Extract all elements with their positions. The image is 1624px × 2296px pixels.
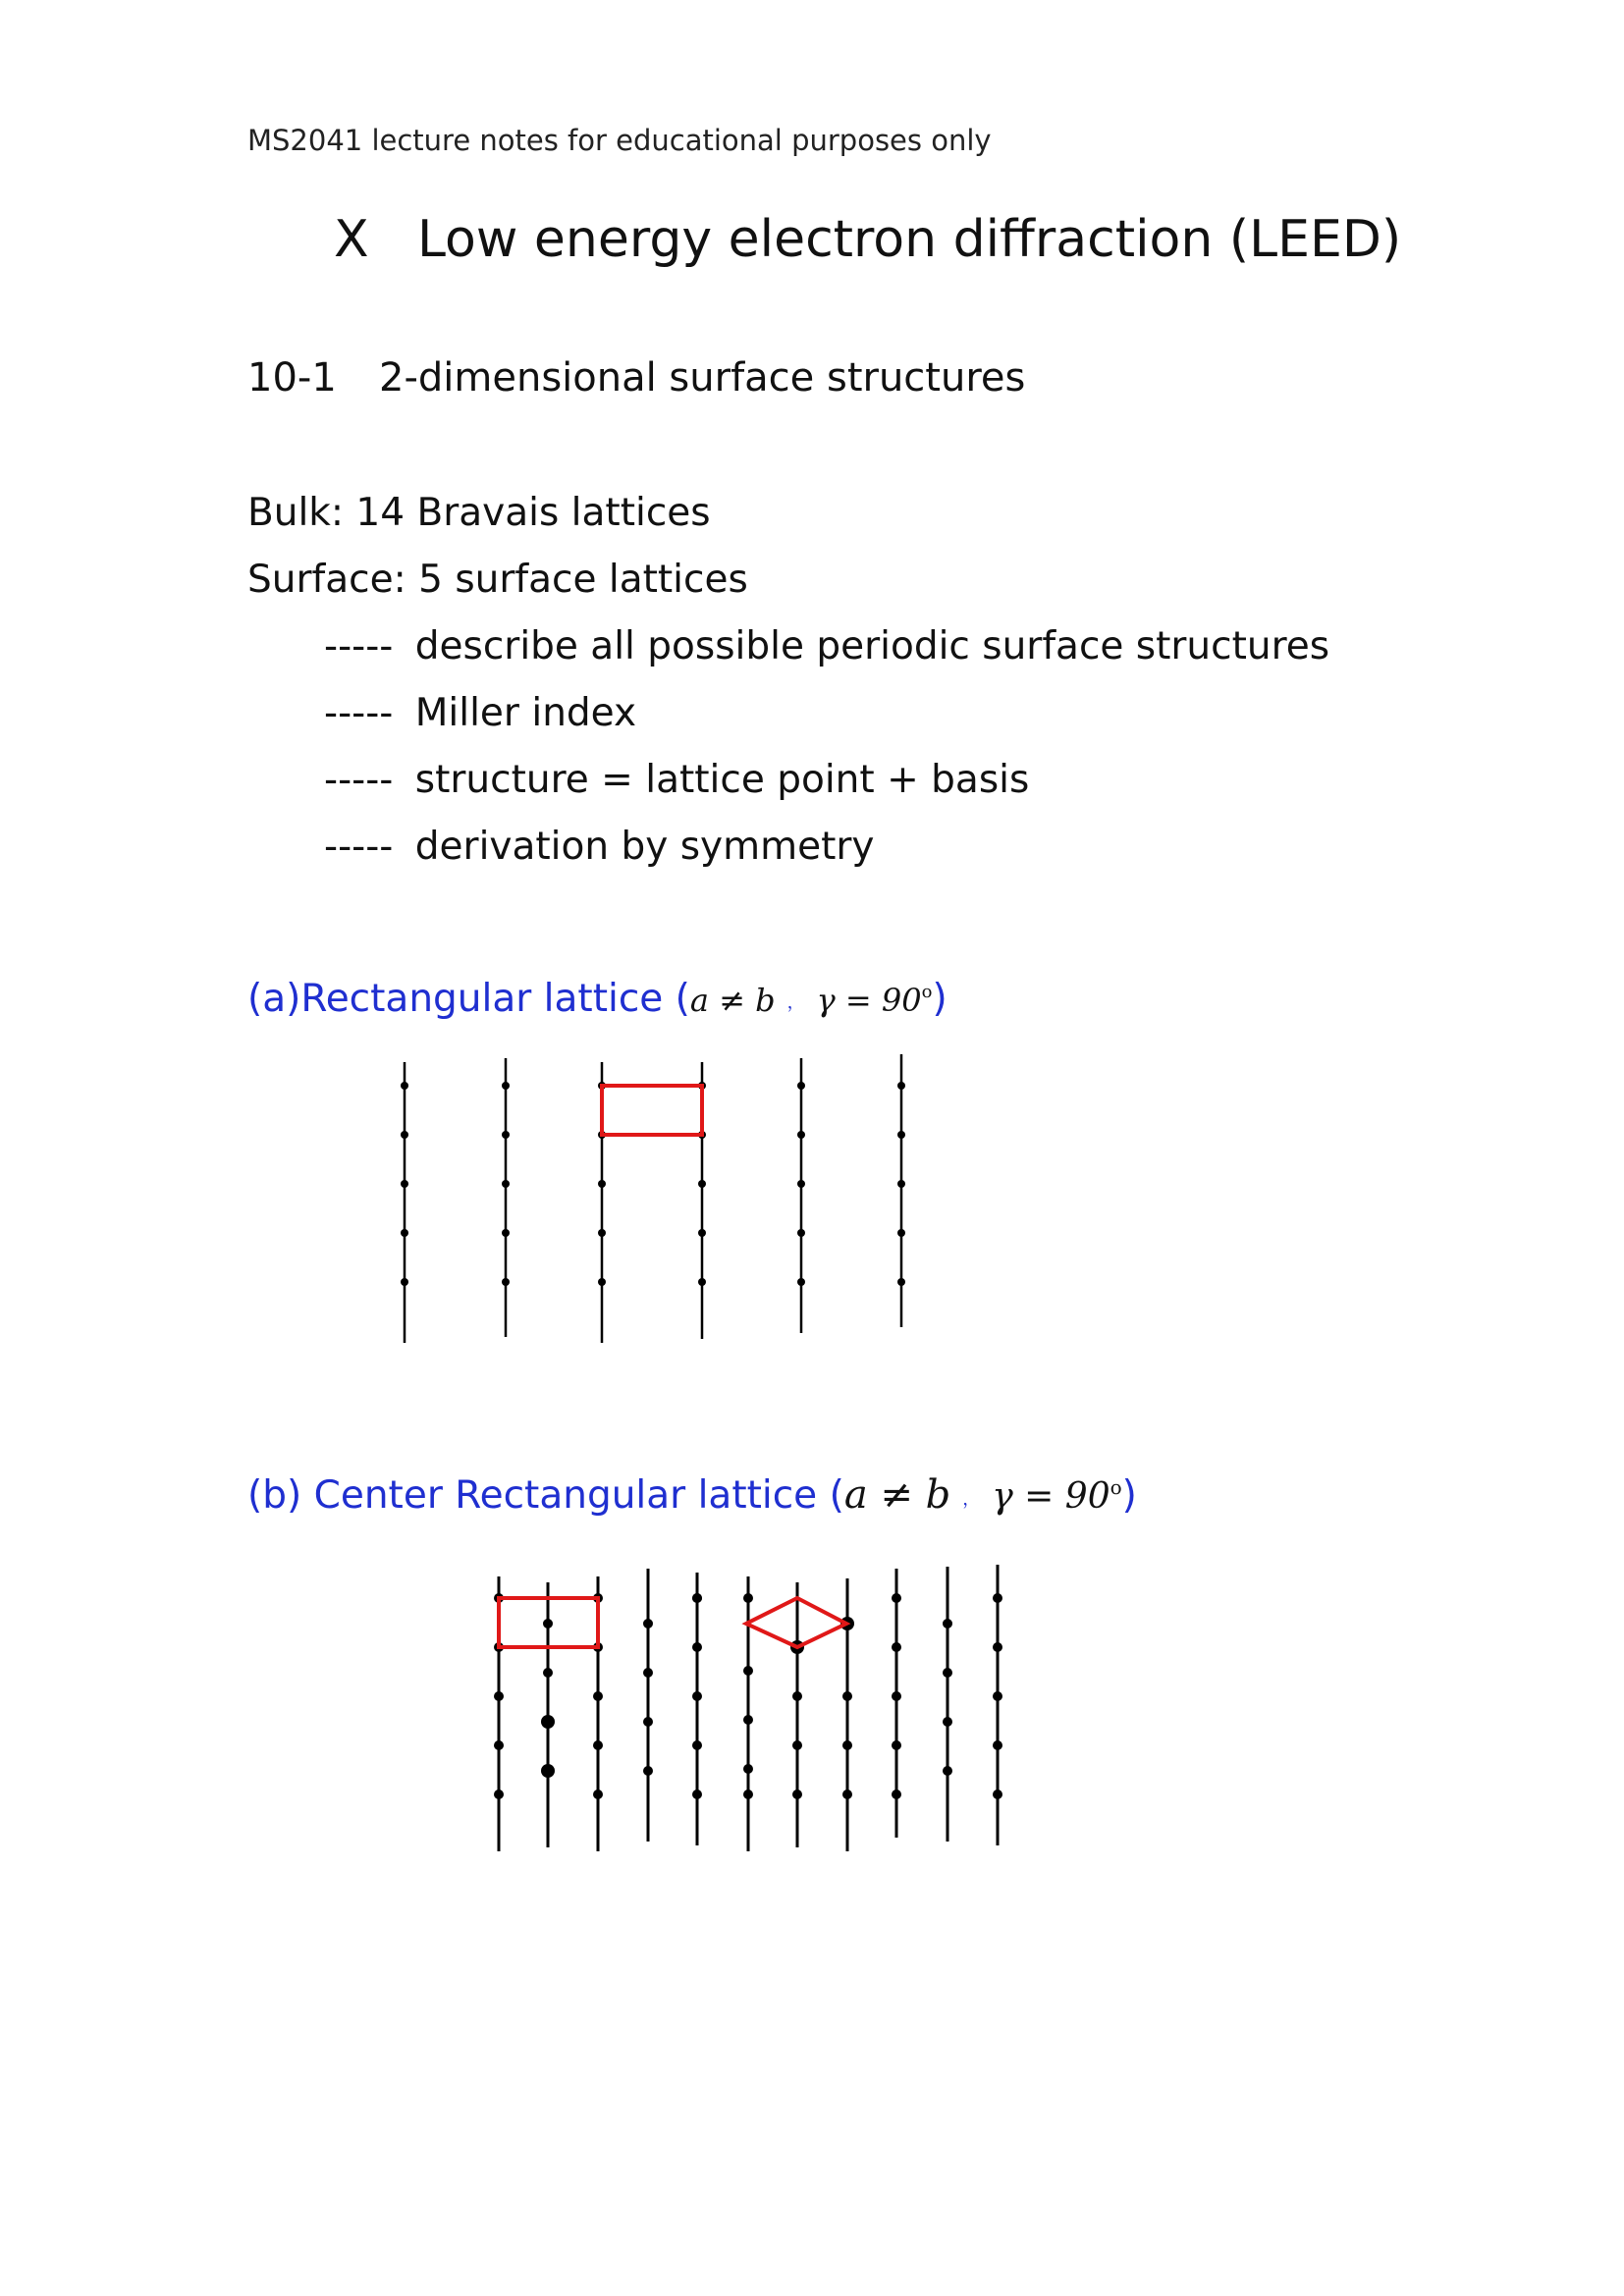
bullet-item [324, 624, 1329, 668]
lattice-point [494, 1691, 504, 1701]
figure-b-degree: o [1110, 1475, 1122, 1499]
bullet-dash: ----- [324, 624, 394, 668]
figure-b-label: (b) [247, 1473, 302, 1518]
lattice-point [897, 1131, 905, 1139]
lattice-point [892, 1740, 901, 1750]
lattice-point [698, 1278, 706, 1286]
lattice-point [792, 1691, 802, 1701]
figure-a-sep: ， [786, 991, 805, 1013]
lattice-point [943, 1619, 952, 1629]
bullet-item [324, 691, 636, 735]
bullet-text: derivation by symmetry [414, 825, 875, 869]
conventional-cell-rectangle [499, 1598, 598, 1647]
lattice-point [797, 1180, 805, 1188]
surface-line: Surface: 5 surface lattices [247, 558, 748, 602]
figure-a-cond1: a ≠ b [689, 982, 776, 1019]
lattice-point [797, 1082, 805, 1090]
lattice-point [842, 1789, 852, 1799]
lattice-point [897, 1278, 905, 1286]
figure-b-close-paren: ) [1121, 1473, 1137, 1518]
lattice-point [743, 1764, 753, 1774]
lattice-point [643, 1619, 653, 1629]
lattice-point [643, 1717, 653, 1727]
lattice-point [943, 1766, 952, 1776]
bullet-dash: ----- [324, 825, 394, 869]
lattice-point [502, 1180, 510, 1188]
bullet-dash: ----- [324, 691, 394, 735]
lattice-point [842, 1691, 852, 1701]
figure-a-close-paren: ) [932, 977, 947, 1021]
lattice-point [593, 1740, 603, 1750]
bullet-item [324, 825, 875, 869]
lattice-point [797, 1278, 805, 1286]
lattice-point [993, 1740, 1002, 1750]
lattice-point [401, 1229, 408, 1237]
bullet-dash: ----- [324, 758, 394, 802]
lattice-point [692, 1642, 702, 1652]
lattice-point [993, 1691, 1002, 1701]
bullet-text: Miller index [414, 691, 637, 735]
lattice-point [743, 1715, 753, 1725]
lattice-point [692, 1740, 702, 1750]
lattice-point [792, 1789, 802, 1799]
lattice-point [892, 1789, 901, 1799]
lattice-point [401, 1278, 408, 1286]
section-title: 2-dimensional surface structures [379, 355, 1026, 400]
lattice-point [643, 1668, 653, 1678]
figure-b-cond2: γ = 90 [992, 1476, 1110, 1517]
lattice-point [494, 1593, 504, 1603]
lattice-point [897, 1082, 905, 1090]
figure-b-caption [247, 1472, 1137, 1518]
figure-b-cond1: a ≠ b [843, 1472, 951, 1518]
figure-b-open-paren: ( [829, 1473, 844, 1518]
lattice-point [692, 1593, 702, 1603]
lattice-point [892, 1642, 901, 1652]
lattice-point [543, 1619, 553, 1629]
lattice-point [743, 1666, 753, 1676]
lattice-point [593, 1789, 603, 1799]
lattice-point [502, 1082, 510, 1090]
lattice-point [494, 1642, 504, 1652]
lattice-point [790, 1640, 804, 1654]
lattice-point [401, 1180, 408, 1188]
chapter-number: X [334, 210, 369, 269]
figure-a-caption [247, 977, 947, 1021]
lattice-point [692, 1593, 702, 1603]
lattice-point [892, 1691, 901, 1701]
unit-cell-rectangle [602, 1086, 702, 1135]
figure-b-name: Center Rectangular lattice [313, 1473, 818, 1518]
section-number: 10-1 [247, 355, 337, 400]
lattice-point [598, 1082, 606, 1090]
figure-b-sep: ， [962, 1488, 981, 1510]
lattice-point [943, 1717, 952, 1727]
lattice-point [842, 1619, 852, 1629]
lattice-point [993, 1642, 1002, 1652]
lattice-point [598, 1229, 606, 1237]
lattice-point [892, 1593, 901, 1603]
lattice-point [797, 1131, 805, 1139]
page-header: MS2041 lecture notes for educational purposes only [247, 124, 992, 157]
lattice-point [692, 1691, 702, 1701]
lattice-point [541, 1715, 555, 1729]
lattice-point [698, 1082, 706, 1090]
chapter-title: Low energy electron diffraction (LEED) [417, 210, 1402, 269]
lattice-point [897, 1229, 905, 1237]
lattice-point [598, 1180, 606, 1188]
lattice-point [698, 1229, 706, 1237]
lattice-point [698, 1131, 706, 1139]
lattice-point [593, 1593, 603, 1603]
lattice-point [643, 1766, 653, 1776]
lattice-point [494, 1789, 504, 1799]
lattice-point [692, 1789, 702, 1799]
lattice-point [494, 1740, 504, 1750]
lattice-point [698, 1180, 706, 1188]
lattice-point [792, 1740, 802, 1750]
lattice-point [401, 1082, 408, 1090]
lattice-point [541, 1764, 555, 1778]
figure-a-label: (a) [247, 977, 301, 1021]
lattice-point [502, 1131, 510, 1139]
lattice-point [842, 1740, 852, 1750]
lattice-point [993, 1789, 1002, 1799]
bullet-text: structure = lattice point + basis [414, 758, 1030, 802]
lattice-point [598, 1131, 606, 1139]
lattice-point [598, 1278, 606, 1286]
bulk-line: Bulk: 14 Bravais lattices [247, 491, 711, 535]
lattice-point [897, 1180, 905, 1188]
lattice-point [743, 1593, 753, 1603]
bullet-item [324, 758, 1029, 802]
figure-a-cond2: γ = 90 [816, 982, 922, 1019]
primitive-cell-rhombus [746, 1598, 846, 1647]
lattice-point [993, 1593, 1002, 1603]
lattice-point [593, 1691, 603, 1701]
lattice-point [502, 1229, 510, 1237]
figure-a-degree: o [921, 982, 933, 1002]
bullet-text: describe all possible periodic surface structures [414, 624, 1330, 668]
lattice-point [401, 1131, 408, 1139]
lattice-point [743, 1789, 753, 1799]
lattice-point [593, 1642, 603, 1652]
figure-a-open-paren: ( [675, 977, 690, 1021]
lattice-point [840, 1617, 854, 1630]
lattice-point [943, 1668, 952, 1678]
lattice-point [543, 1668, 553, 1678]
figure-a-name: Rectangular lattice [300, 977, 664, 1021]
lattice-point [797, 1229, 805, 1237]
lattice-point [502, 1278, 510, 1286]
